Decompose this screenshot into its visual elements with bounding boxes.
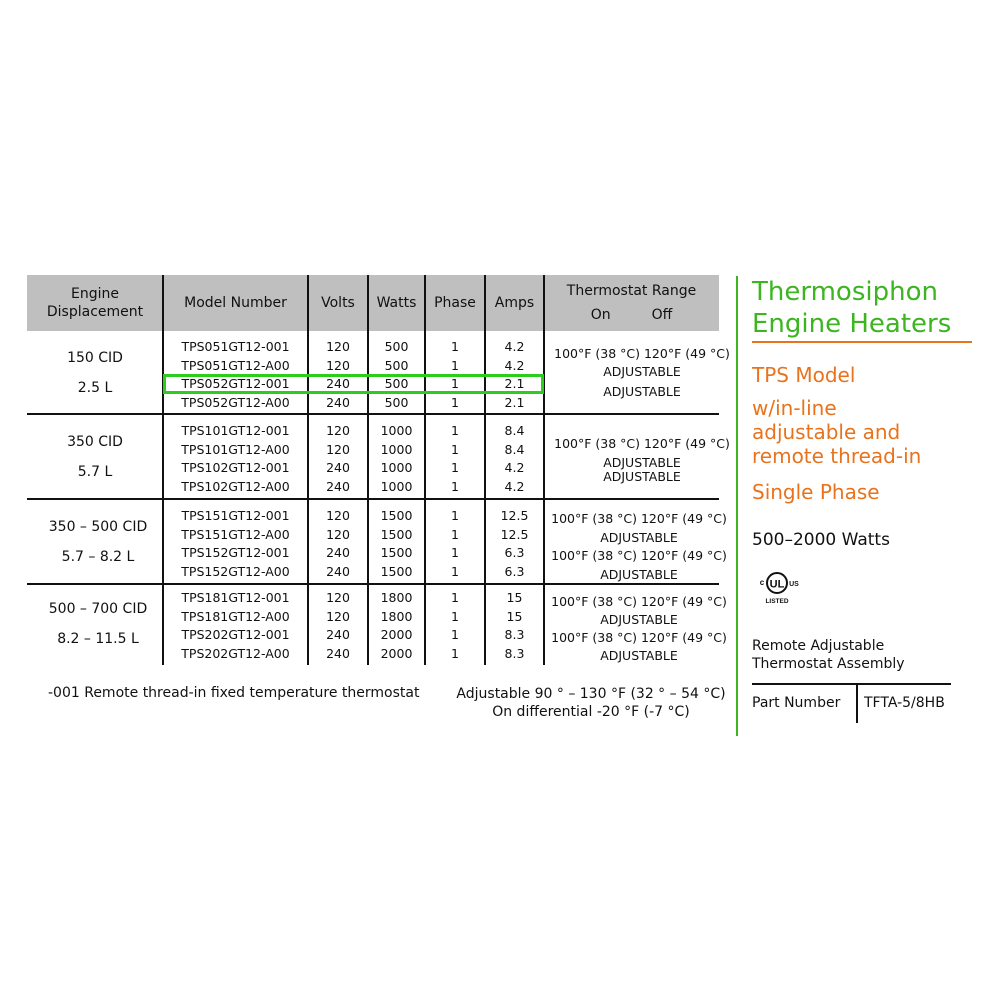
model-column [163, 422, 308, 496]
ul-us-text: US [789, 581, 799, 588]
table-row-amps: 4.2 [504, 357, 525, 373]
watts-column [368, 589, 425, 663]
displacement-cid: 150 CID [67, 350, 123, 366]
thermostat-temps: 100°F (38 °C) 120°F (49 °C) [551, 548, 727, 563]
phase-column [425, 422, 485, 496]
header-watts: Watts [376, 295, 417, 311]
table-row-amps: 8.3 [504, 627, 525, 642]
table-row-volts: 240 [326, 376, 350, 391]
table-row-model: TPS151GT12-A00 [181, 526, 290, 542]
table-row-volts: 240 [326, 563, 350, 579]
table-row-model: TPS152GT12-A00 [181, 563, 290, 579]
table-row-volts: 120 [326, 590, 350, 605]
thermostat-temps: 100°F (38 °C) 120°F (49 °C) [551, 630, 727, 645]
table-row-amps: 15 [506, 608, 523, 624]
product-title-line1: Thermosiphon [752, 277, 938, 307]
header-engine-line1: Engine [71, 286, 119, 302]
table-row-model: TPS102GT12-001 [181, 460, 290, 475]
table-row-model: TPS152GT12-001 [181, 545, 290, 560]
table-row-volts: 240 [326, 460, 350, 475]
part-number-divider [856, 683, 858, 723]
header-model-number: Model Number [184, 295, 287, 311]
table-row-model: TPS052GT12-A00 [181, 394, 290, 410]
thermostat-adjustable: ADJUSTABLE [603, 384, 681, 399]
thermostat-adjustable: ADJUSTABLE [600, 529, 678, 545]
table-row-watts: 500 [384, 394, 409, 410]
table-row-phase: 1 [451, 394, 459, 410]
phase-column [425, 589, 485, 663]
table-row-watts: 1000 [380, 423, 413, 438]
model-description [752, 396, 921, 468]
displacement-cid: 350 CID [67, 434, 123, 450]
table-row-phase: 1 [451, 508, 459, 523]
volts-column [308, 422, 368, 496]
amps-column [485, 589, 544, 663]
displacement-liters: 8.2 – 11.5 L [57, 631, 139, 647]
thermostat-range-cell [544, 510, 734, 584]
table-row-amps: 6.3 [504, 545, 525, 560]
thermostat-temps: 100°F (38 °C) 120°F (49 °C) [554, 436, 730, 451]
header-on: On [590, 307, 611, 323]
amps-column [485, 507, 544, 581]
table-row-model: TPS151GT12-001 [181, 508, 290, 523]
table-row-volts: 120 [326, 339, 350, 354]
thermostat-temps: 100°F (38 °C) 120°F (49 °C) [554, 346, 730, 361]
table-row-phase: 1 [451, 627, 459, 642]
table-row-amps: 6.3 [504, 563, 525, 579]
table-row-watts: 1000 [380, 478, 413, 494]
green-divider [736, 276, 738, 736]
table-row-phase: 1 [451, 545, 459, 560]
thermostat-temps: 100°F (38 °C) 120°F (49 °C) [551, 594, 727, 609]
header-thermostat-range [544, 275, 719, 331]
phase-column [425, 507, 485, 581]
header-volts: Volts [321, 295, 355, 311]
header-phase: Phase [434, 295, 476, 311]
part-number-label: Part Number [752, 695, 841, 711]
header-engine-displacement [27, 275, 163, 331]
table-row-amps: 2.1 [504, 376, 525, 391]
table-row-watts: 1000 [380, 460, 413, 475]
table-row-amps: 15 [506, 590, 523, 605]
table-row-watts: 1500 [380, 526, 413, 542]
ul-listed-text: LISTED [765, 598, 789, 605]
displacement-liters: 5.7 L [77, 464, 113, 480]
table-row-volts: 240 [326, 394, 350, 410]
table-row-phase: 1 [451, 423, 459, 438]
table-row-volts: 240 [326, 545, 350, 560]
thermostat-temps: 100°F (38 °C) 120°F (49 °C) [551, 511, 727, 526]
table-row-model: TPS101GT12-A00 [181, 441, 290, 457]
table-row-watts: 1500 [380, 508, 413, 523]
table-row-amps: 12.5 [500, 526, 529, 542]
thermostat-adjustable: ADJUSTABLE [600, 566, 678, 582]
table-row-amps: 8.3 [504, 645, 525, 661]
thermostat-adjustable: ADJUSTABLE [600, 648, 678, 663]
table-row-amps: 4.2 [504, 478, 525, 494]
table-row-watts: 2000 [380, 627, 413, 642]
table-row-watts: 1800 [380, 590, 413, 605]
table-row-phase: 1 [451, 357, 459, 373]
table-row-amps: 4.2 [504, 460, 525, 475]
assembly-name-line1: Remote Adjustable [752, 638, 885, 654]
wattage-range: 500–2000 Watts [752, 530, 890, 550]
watts-column [368, 422, 425, 496]
header-on-off [591, 303, 672, 327]
table-row-watts: 1500 [380, 563, 413, 579]
table-row-watts: 1800 [380, 608, 413, 624]
table-row-amps: 12.5 [500, 508, 529, 523]
thermostat-range-cell [544, 593, 734, 665]
product-title [752, 276, 951, 340]
model-column [163, 507, 308, 581]
table-row-model: TPS101GT12-001 [181, 423, 290, 438]
model-heading: TPS Model [752, 363, 856, 387]
table-row-watts: 500 [384, 357, 409, 373]
ul-c-text: c [759, 578, 765, 587]
table-row-model: TPS181GT12-001 [181, 590, 290, 605]
table-row-phase: 1 [451, 590, 459, 605]
assembly-name [752, 637, 905, 673]
volts-column [308, 589, 368, 663]
table-row-amps: 8.4 [504, 423, 525, 438]
table-row-amps: 8.4 [504, 441, 525, 457]
assembly-name-line2: Thermostat Assembly [752, 656, 905, 672]
table-row-watts: 1000 [380, 441, 413, 457]
amps-column [485, 422, 544, 496]
table-row-model: TPS202GT12-001 [181, 627, 290, 642]
watts-column [368, 507, 425, 581]
table-row-volts: 120 [326, 423, 350, 438]
table-row-phase: 1 [451, 608, 459, 624]
ul-listed-icon [756, 569, 802, 607]
table-row-model: TPS052GT12-001 [181, 376, 290, 391]
footnote-adjustable-range [448, 685, 734, 721]
header-amps: Amps [494, 295, 535, 311]
thermostat-range-cell [544, 346, 740, 400]
footnote-differential-line: On differential -20 °F (-7 °C) [492, 704, 690, 720]
table-row-volts: 240 [326, 627, 350, 642]
displacement-liters: 5.7 – 8.2 L [61, 549, 135, 565]
table-row-phase: 1 [451, 526, 459, 542]
thermostat-adjustable: ADJUSTABLE [603, 469, 681, 484]
phase-heading: Single Phase [752, 480, 880, 504]
table-row-model: TPS202GT12-A00 [181, 645, 290, 661]
footnote-remote-thread-in: -001 Remote thread-in fixed temperature thermostat [48, 685, 420, 701]
group-divider [27, 498, 719, 500]
header-off: Off [651, 307, 673, 323]
model-description-line1: w/in-line [752, 396, 837, 420]
title-underline [752, 341, 972, 343]
model-description-line3: remote thread-in [752, 444, 922, 468]
table-row-phase: 1 [451, 645, 459, 661]
table-row-watts: 500 [384, 339, 409, 354]
footnote-adjustable-line: Adjustable 90 ° – 130 °F (32 ° – 54 °C) [456, 686, 726, 702]
table-row-watts: 500 [384, 376, 409, 391]
model-description-line2: adjustable and [752, 420, 901, 444]
header-thermostat-title: Thermostat Range [566, 283, 697, 299]
table-row-watts: 1500 [380, 545, 413, 560]
displacement-cid: 350 – 500 CID [48, 519, 148, 535]
thermostat-adjustable: ADJUSTABLE [603, 455, 681, 470]
table-row-amps: 4.2 [504, 339, 525, 354]
table-row-phase: 1 [451, 441, 459, 457]
table-row-phase: 1 [451, 563, 459, 579]
thermostat-adjustable: ADJUSTABLE [600, 612, 678, 627]
table-row-watts: 2000 [380, 645, 413, 661]
table-row-model: TPS181GT12-A00 [181, 608, 290, 624]
group-divider [27, 413, 719, 415]
table-row-model: TPS051GT12-001 [181, 339, 290, 354]
table-row-volts: 120 [326, 357, 350, 373]
row-highlight-box [163, 374, 544, 394]
part-number-value: TFTA-5/8HB [864, 695, 945, 711]
displacement-liters: 2.5 L [77, 380, 113, 396]
table-row-phase: 1 [451, 478, 459, 494]
table-row-phase: 1 [451, 460, 459, 475]
table-row-volts: 240 [326, 645, 350, 661]
table-row-volts: 120 [326, 526, 350, 542]
table-row-model: TPS102GT12-A00 [181, 478, 290, 494]
table-row-model: TPS051GT12-A00 [181, 357, 290, 373]
table-row-volts: 120 [326, 441, 350, 457]
table-row-volts: 240 [326, 478, 350, 494]
model-column [163, 589, 308, 663]
table-row-phase: 1 [451, 339, 459, 354]
header-engine-line2: Displacement [46, 304, 144, 320]
table-row-phase: 1 [451, 376, 459, 391]
product-title-line2: Engine Heaters [752, 309, 952, 339]
displacement-cid: 500 – 700 CID [48, 601, 148, 617]
table-row-amps: 2.1 [504, 394, 525, 410]
part-number-top-rule [752, 683, 951, 685]
ul-text: UL [769, 578, 785, 591]
table-row-volts: 120 [326, 608, 350, 624]
table-row-volts: 120 [326, 508, 350, 523]
volts-column [308, 507, 368, 581]
thermostat-range-cell [544, 436, 740, 485]
thermostat-adjustable: ADJUSTABLE [603, 364, 681, 379]
